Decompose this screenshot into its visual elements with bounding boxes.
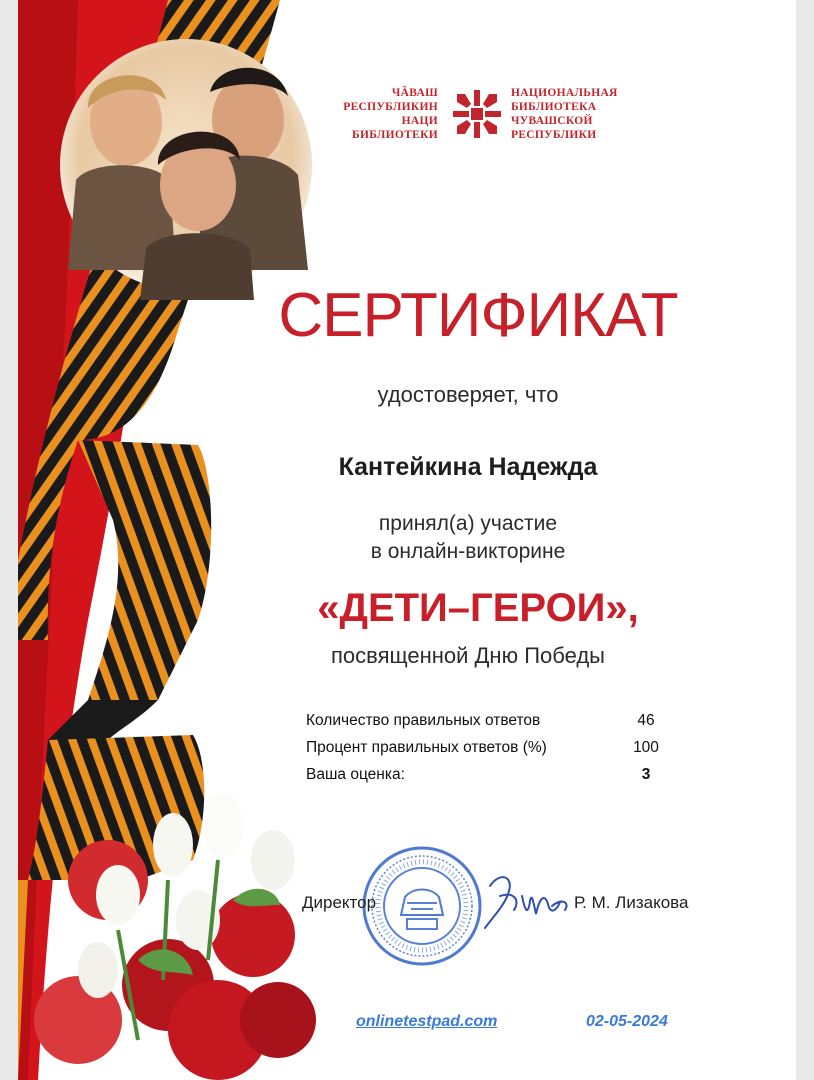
logo-line: ЧУВАШСКОЙ bbox=[511, 115, 593, 127]
results-table bbox=[306, 712, 706, 793]
quiz-name: «ДЕТИ–ГЕРОИ», bbox=[317, 586, 639, 630]
results-row bbox=[306, 712, 706, 739]
certificate-page bbox=[18, 0, 796, 1080]
dedication-text: посвященной Дню Победы bbox=[331, 643, 605, 668]
portrait-illustration bbox=[60, 39, 312, 300]
result-label: Процент правильных ответов (%) bbox=[306, 739, 547, 756]
participation-line: принял(а) участие bbox=[378, 512, 558, 535]
logo-line: НАЦИОНАЛЬНАЯ bbox=[511, 87, 618, 99]
certificate-title: СЕРТИФИКАТ bbox=[278, 281, 678, 350]
ribbon-middle bbox=[78, 440, 211, 700]
logo-line: БИБЛИОТЕКИ bbox=[352, 129, 438, 141]
logo-line: РЕСПУБЛИКИ bbox=[511, 129, 597, 141]
recipient-name: Кантейкина Надежда bbox=[338, 453, 598, 481]
result-label: Количество правильных ответов bbox=[306, 712, 541, 729]
logo-text-russian bbox=[511, 86, 651, 142]
director-signature bbox=[470, 866, 580, 936]
results-row bbox=[306, 739, 706, 766]
library-emblem-icon bbox=[451, 88, 503, 140]
results-row bbox=[306, 766, 706, 793]
issue-date: 02-05-2024 bbox=[586, 1013, 668, 1030]
certifies-text: удостоверяет, что bbox=[377, 382, 559, 407]
director-name: Р. М. Лизакова bbox=[574, 893, 689, 912]
participation-line: в онлайн-викторине bbox=[370, 540, 566, 563]
logo-line: НАЦИ bbox=[401, 115, 438, 127]
logo-text-chuvash bbox=[318, 86, 438, 142]
site-link[interactable]: onlinetestpad.com bbox=[356, 1013, 498, 1030]
official-stamp bbox=[361, 845, 483, 967]
logo-line: БИБЛИОТЕКА bbox=[511, 101, 597, 113]
director-label: Директор bbox=[302, 893, 377, 912]
result-value: 3 bbox=[641, 766, 651, 783]
participation-text bbox=[268, 510, 668, 566]
result-value: 100 bbox=[633, 739, 659, 756]
result-label: Ваша оценка: bbox=[306, 766, 405, 783]
result-value: 46 bbox=[637, 712, 655, 729]
logo-line: ЧĂВАШ bbox=[391, 87, 438, 99]
library-logo bbox=[318, 86, 648, 148]
logo-line: РЕСПУБЛИКИН bbox=[343, 101, 438, 113]
